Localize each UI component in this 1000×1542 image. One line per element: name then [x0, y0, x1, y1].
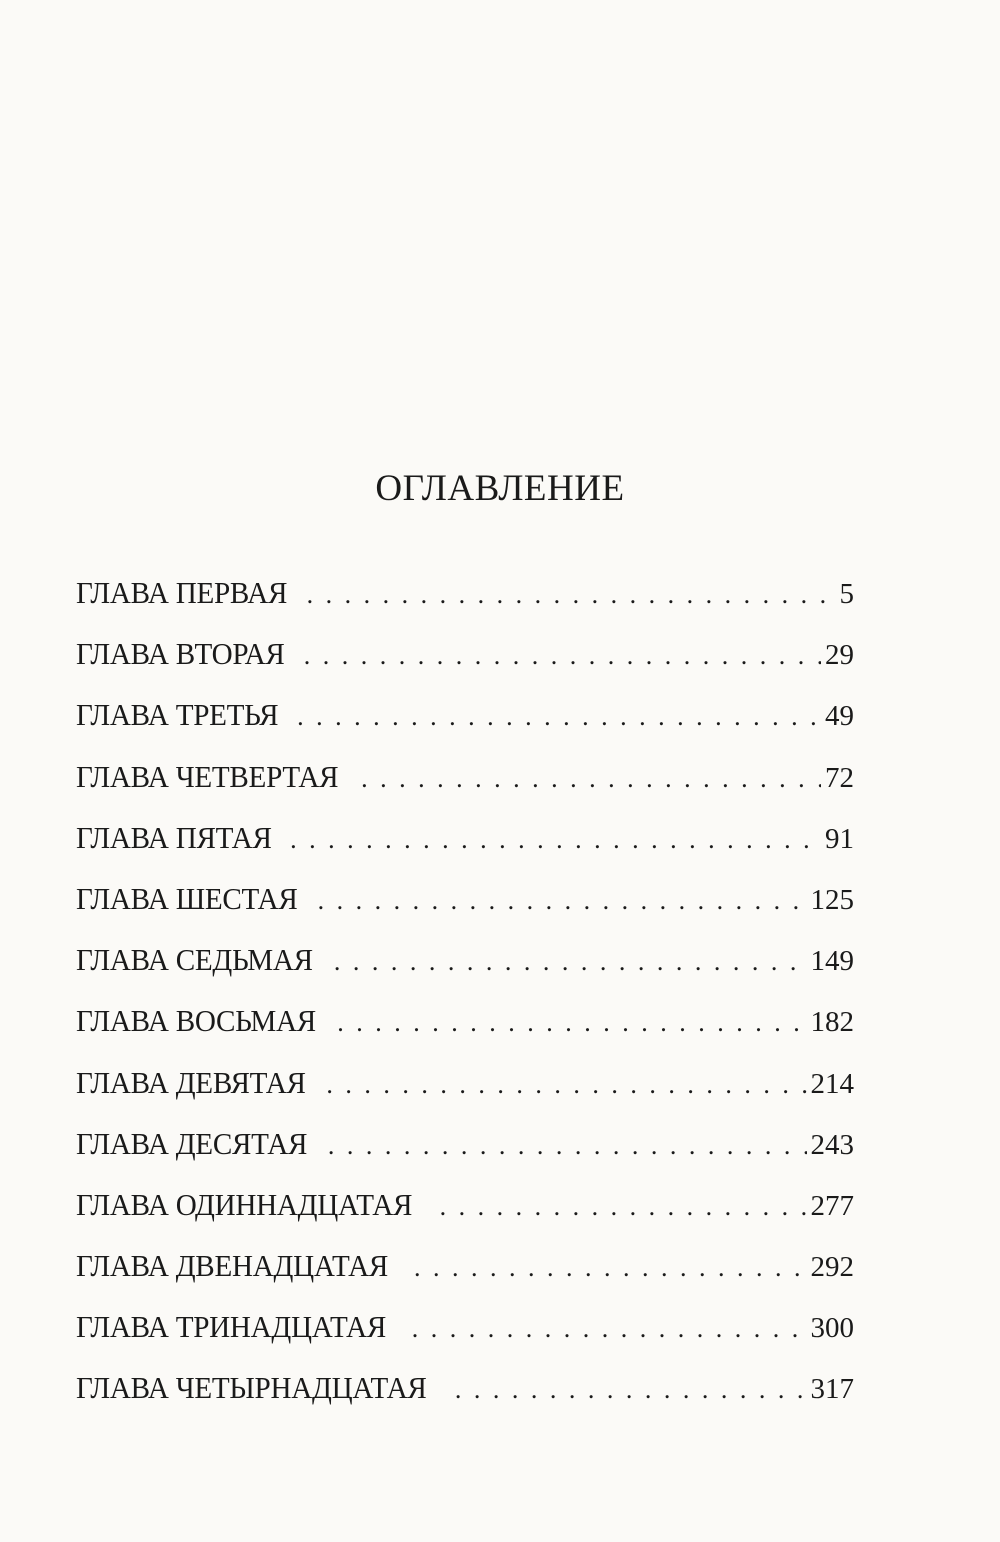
toc-entry-label: ГЛАВА ОДИННАДЦАТАЯ: [76, 1186, 413, 1222]
toc-entry: [76, 634, 854, 695]
toc-dot-leader: [304, 634, 821, 676]
toc-entry-label: ГЛАВА ПЕРВАЯ: [76, 575, 288, 610]
toc-dot-leader: [328, 1124, 807, 1166]
toc-entry: [76, 757, 854, 818]
toc-entry-page: 72: [825, 761, 854, 794]
toc-entry-page: 49: [825, 700, 854, 733]
toc-dot-leader: [307, 573, 836, 615]
toc-entry: [76, 1185, 854, 1246]
toc-entry-label: ГЛАВА ДЕСЯТАЯ: [76, 1125, 308, 1161]
toc-entry: [76, 1368, 854, 1429]
toc-entry: [76, 573, 854, 634]
toc-entry-page: 149: [810, 945, 854, 978]
toc-dot-leader: [326, 1063, 806, 1105]
toc-dot-leader: [318, 879, 807, 921]
toc-entry: [76, 879, 854, 940]
toc-entry-label: ГЛАВА ТРЕТЬЯ: [76, 697, 279, 733]
toc-entry-label: ГЛАВА ПЯТАЯ: [76, 819, 272, 855]
toc-entry: [76, 1063, 854, 1124]
toc-entry-page: 317: [810, 1373, 854, 1406]
toc-entry-label: ГЛАВА ШЕСТАЯ: [76, 880, 298, 916]
toc-dot-leader: [455, 1368, 807, 1410]
toc-entry-page: 29: [825, 639, 854, 672]
toc-entry: [76, 940, 854, 1001]
toc-title: ОГЛАВЛЕНИЕ: [375, 468, 625, 509]
toc-entry-label: ГЛАВА ВОСЬМАЯ: [76, 1003, 316, 1039]
toc-dot-leader: [334, 940, 807, 982]
toc-entry-page: 125: [810, 883, 854, 916]
toc-dot-leader: [337, 1001, 806, 1043]
toc-entry-page: 182: [810, 1006, 854, 1039]
toc-dot-leader: [412, 1307, 807, 1349]
toc-dot-leader: [440, 1185, 807, 1227]
toc-entry-label: ГЛАВА ВТОРАЯ: [76, 636, 285, 672]
toc-entry: [76, 1124, 854, 1185]
toc-entry-label: ГЛАВА ДЕВЯТАЯ: [76, 1064, 306, 1100]
toc-dot-leader: [361, 757, 821, 799]
toc-entry-page: 91: [825, 822, 854, 855]
toc-entry: [76, 818, 854, 879]
toc-entry-page: 300: [810, 1312, 854, 1345]
toc-entry: [76, 1001, 854, 1062]
toc-entry-page: 292: [810, 1251, 854, 1284]
toc-entry-label: ГЛАВА ЧЕТЫРНАДЦАТАЯ: [76, 1370, 427, 1406]
toc-dot-leader: [414, 1246, 807, 1288]
toc-entry: [76, 695, 854, 756]
toc-entry-label: ГЛАВА ТРИНАДЦАТАЯ: [76, 1309, 386, 1345]
toc-entry: [76, 1246, 854, 1307]
toc-entry-page: 5: [839, 578, 854, 610]
toc-entry-label: ГЛАВА ЧЕТВЕРТАЯ: [76, 758, 339, 794]
toc-entry-page: 243: [810, 1128, 854, 1161]
toc-entry-page: 277: [810, 1189, 854, 1222]
toc-entry-label: ГЛАВА ДВЕНАДЦАТАЯ: [76, 1248, 389, 1284]
toc-entry-page: 214: [810, 1067, 854, 1100]
toc-dot-leader: [290, 818, 821, 860]
toc-list: [76, 573, 854, 1430]
toc-entry-label: ГЛАВА СЕДЬМАЯ: [76, 942, 313, 978]
toc-dot-leader: [297, 695, 821, 737]
toc-entry: [76, 1307, 854, 1368]
